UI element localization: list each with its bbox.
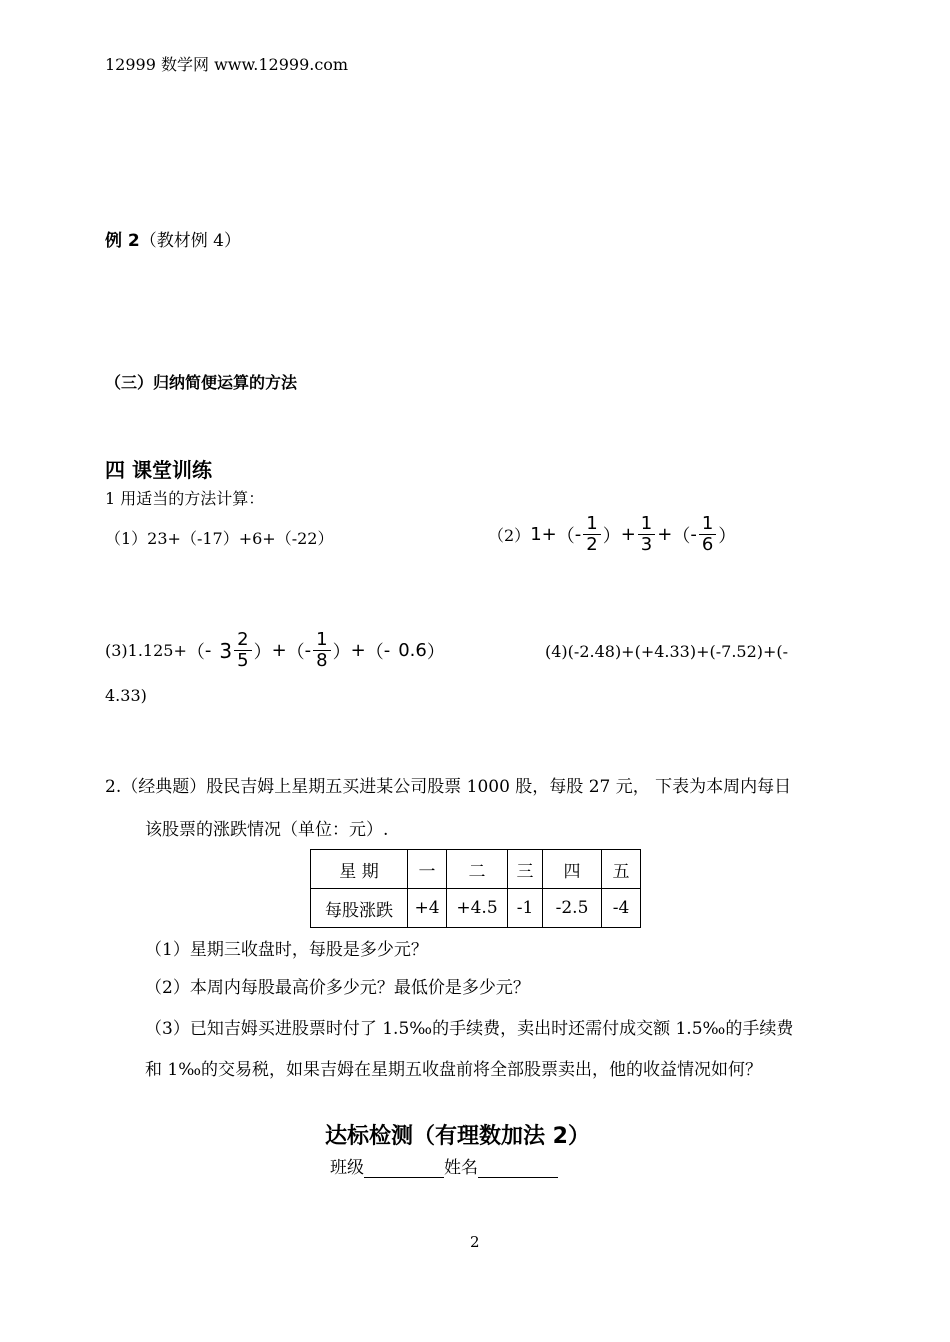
problem-4-line-1: (4)(-2.48)+(+4.33)+(-7.52)+(- bbox=[545, 642, 789, 661]
table-cell: 五 bbox=[602, 850, 641, 889]
plus-sign: + bbox=[541, 524, 557, 545]
denominator: 6 bbox=[701, 534, 714, 555]
minus-sign: - bbox=[690, 524, 697, 545]
class-name-line bbox=[330, 1153, 558, 1178]
fraction-1-3 bbox=[638, 514, 655, 555]
close-paren: ） bbox=[602, 525, 621, 547]
decimal-term: 0.6 bbox=[398, 640, 427, 661]
numerator: 2 bbox=[234, 630, 251, 651]
denominator: 5 bbox=[237, 650, 249, 671]
sub-question-3-line-1: （3）已知吉姆买进股票时付了 1.5‰的手续费，卖出时还需付成交额 1.5‰的手续费 bbox=[145, 1019, 794, 1039]
fraction-2-5 bbox=[234, 630, 251, 671]
open-paren: （ bbox=[672, 525, 691, 547]
table-cell: 二 bbox=[447, 850, 508, 889]
table-cell: 星 期 bbox=[311, 850, 408, 889]
table-cell: +4 bbox=[408, 889, 447, 928]
table-cell: 一 bbox=[408, 850, 447, 889]
example-2-label: 例 2 bbox=[105, 231, 140, 251]
test-title: 达标检测（有理数加法 2） bbox=[325, 1124, 590, 1149]
open-paren: （ bbox=[556, 525, 575, 547]
name-label: 姓名 bbox=[444, 1158, 478, 1178]
page-number: 2 bbox=[470, 1233, 480, 1251]
denominator: 8 bbox=[316, 650, 328, 671]
close-paren: ） bbox=[253, 641, 272, 663]
plus-sign: + bbox=[350, 640, 366, 661]
table-cell: -1 bbox=[508, 889, 543, 928]
plus-sign: + bbox=[657, 524, 673, 545]
name-blank[interactable] bbox=[478, 1159, 558, 1178]
question-1-intro: 1 用适当的方法计算： bbox=[105, 489, 265, 508]
table-cell: 每股涨跌 bbox=[311, 889, 408, 928]
example-2-heading bbox=[105, 226, 241, 251]
fraction-1-2 bbox=[583, 514, 600, 555]
numerator: 1 bbox=[638, 514, 655, 535]
question-2-line-2: 该股票的涨跌情况（单位：元）. bbox=[145, 820, 389, 840]
table-row bbox=[311, 889, 641, 928]
numerator: 1 bbox=[583, 514, 600, 535]
table-header-row bbox=[311, 850, 641, 889]
mixed-integer: 3 bbox=[219, 638, 233, 663]
open-paren: （ bbox=[186, 641, 205, 663]
table-cell: -4 bbox=[602, 889, 641, 928]
table-cell: -2.5 bbox=[543, 889, 602, 928]
numerator: 1 bbox=[699, 514, 716, 535]
class-blank[interactable] bbox=[364, 1159, 444, 1178]
term-one: 1 bbox=[530, 524, 542, 545]
stock-change-table bbox=[310, 849, 641, 928]
plus-sign: + bbox=[620, 524, 636, 545]
denominator: 3 bbox=[640, 534, 653, 555]
problem-3 bbox=[105, 630, 445, 671]
close-paren: ） bbox=[332, 641, 351, 663]
close-paren: ） bbox=[426, 641, 445, 663]
sub-question-3-line-2: 和 1‰的交易税，如果吉姆在星期五收盘前将全部股票卖出，他的收益情况如何？ bbox=[145, 1060, 763, 1080]
section-4-title: 四 课堂训练 bbox=[105, 458, 212, 482]
problem-3-label: (3)1.125+ bbox=[105, 641, 187, 660]
open-paren: （ bbox=[286, 641, 305, 663]
minus-sign: - bbox=[574, 524, 582, 545]
sub-question-2: （2）本周内每股最高价多少元？最低价是多少元？ bbox=[145, 978, 530, 998]
question-2-line-1: 2.（经典题）股民吉姆上星期五买进某公司股票 1000 股，每股 27 元， 下表为本周内每日 bbox=[105, 777, 792, 797]
example-2-note: （教材例 4） bbox=[139, 231, 241, 251]
problem-2-label: （2） bbox=[488, 526, 531, 545]
denominator: 2 bbox=[586, 534, 598, 555]
fraction-1-8 bbox=[313, 630, 330, 671]
problem-1: （1）23+（-17）+6+（-22） bbox=[105, 529, 334, 548]
table-cell: +4.5 bbox=[447, 889, 508, 928]
minus-sign: - bbox=[304, 640, 312, 661]
open-paren: （ bbox=[365, 641, 384, 663]
fraction-1-6 bbox=[699, 514, 716, 555]
plus-sign: + bbox=[271, 640, 287, 661]
close-paren: ） bbox=[718, 525, 737, 547]
minus-sign: - bbox=[204, 640, 212, 661]
numerator: 1 bbox=[313, 630, 330, 651]
sub-question-1: （1）星期三收盘时，每股是多少元？ bbox=[145, 940, 428, 960]
problem-2 bbox=[488, 514, 736, 555]
problem-4-line-2: 4.33) bbox=[105, 686, 147, 705]
table-cell: 四 bbox=[543, 850, 602, 889]
site-header: 12999 数学网 www.12999.com bbox=[105, 55, 349, 74]
class-label: 班级 bbox=[330, 1158, 364, 1178]
table-cell: 三 bbox=[508, 850, 543, 889]
minus-sign: - bbox=[383, 640, 391, 661]
section-3-title: （三）归纳简便运算的方法 bbox=[105, 373, 298, 392]
